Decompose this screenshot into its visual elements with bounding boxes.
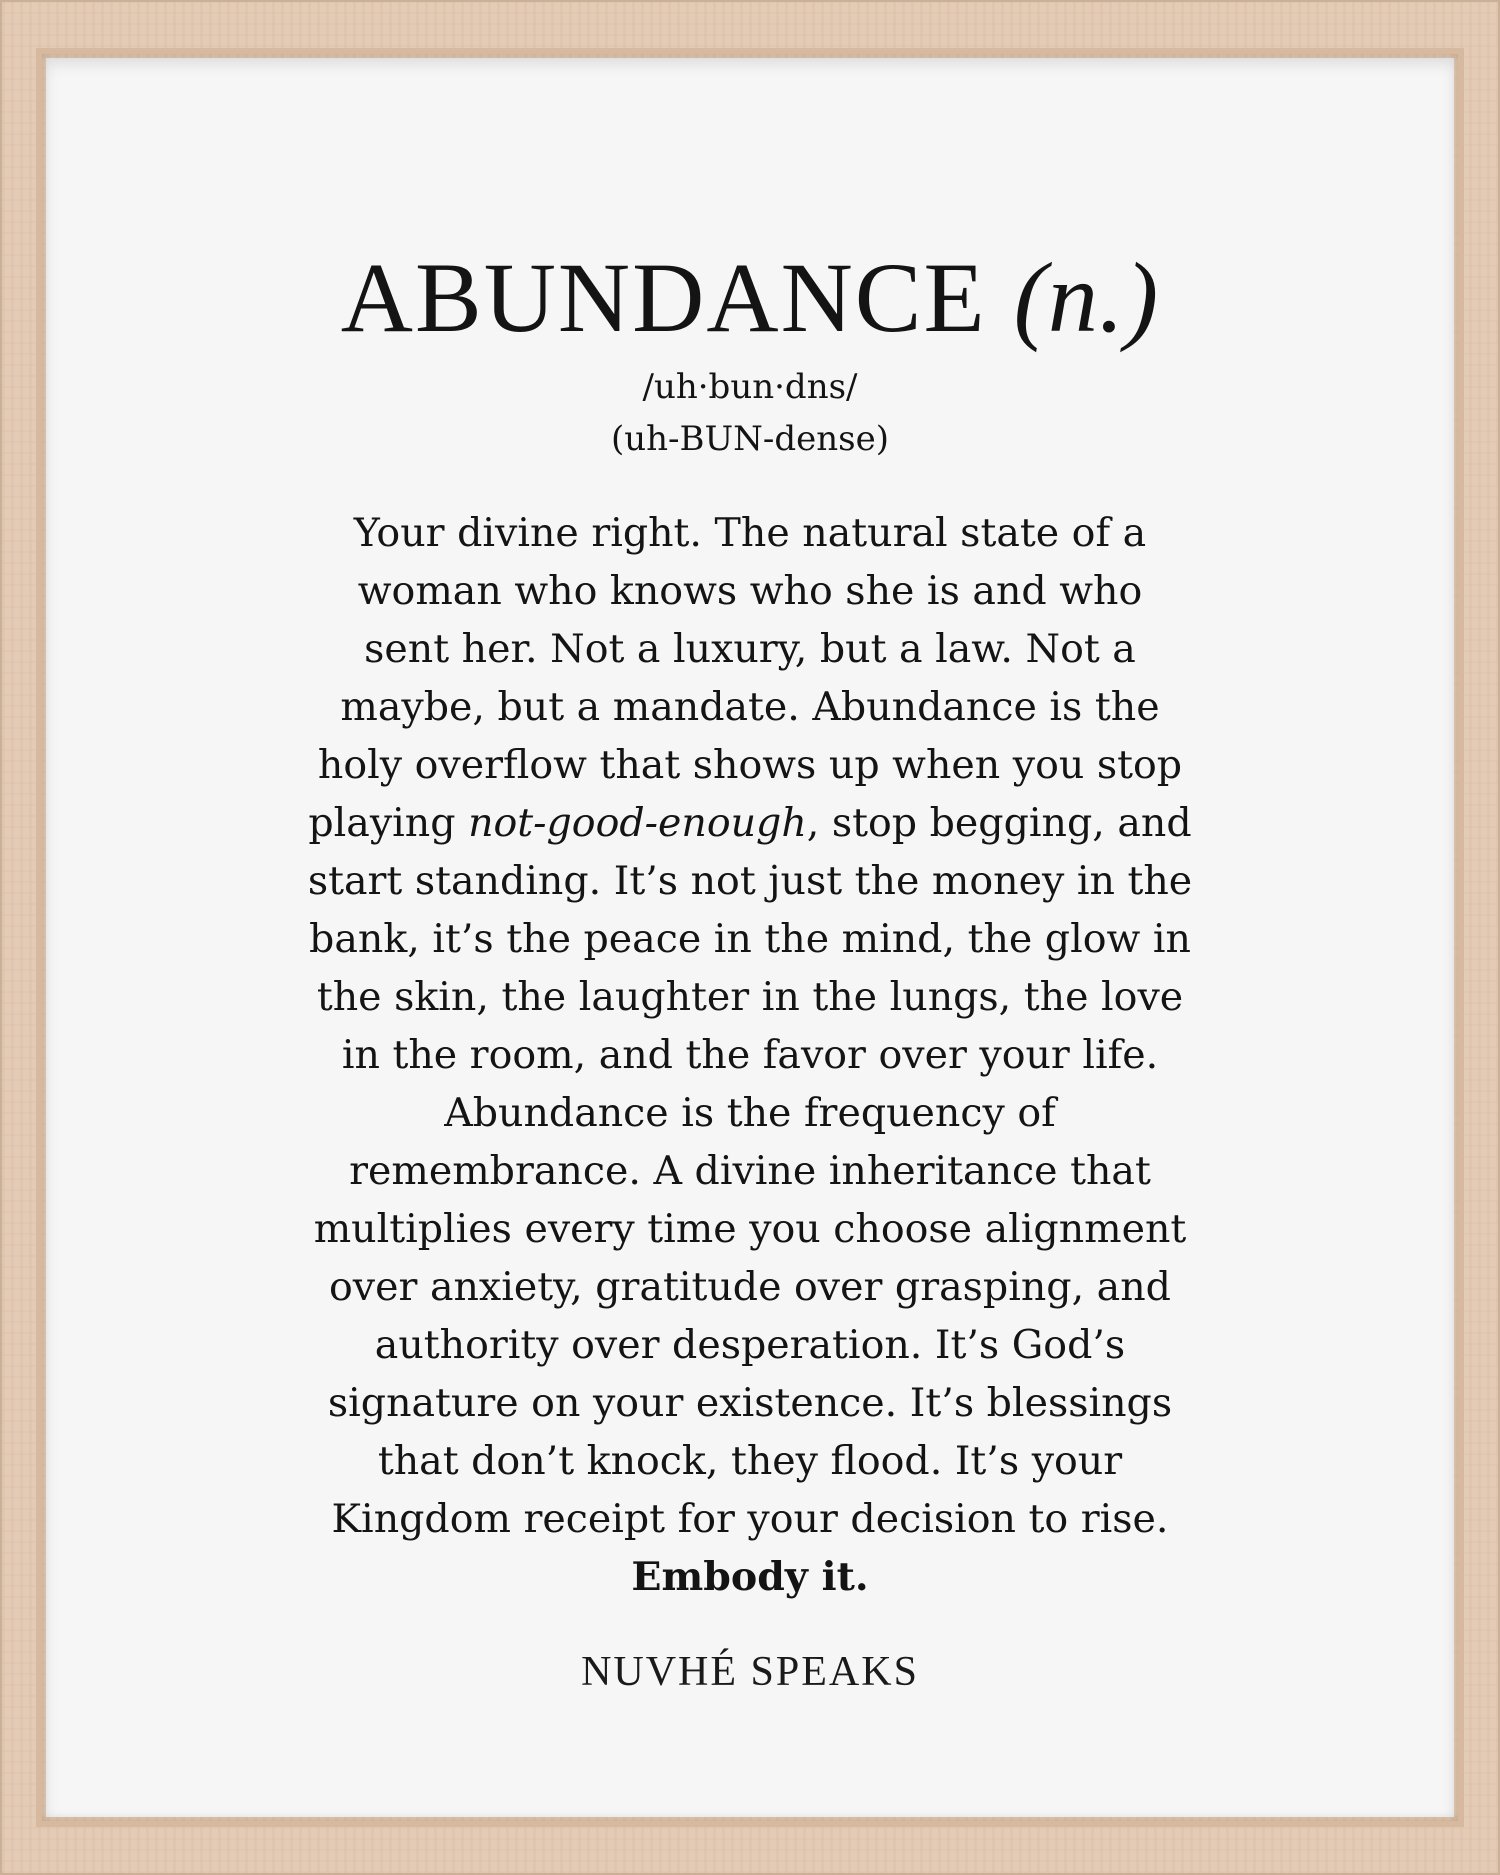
definition-text xyxy=(246,504,1254,1606)
definition-line: sent her. Not a luxury, but a law. Not a xyxy=(364,626,1136,672)
definition-segment: , stop begging, and xyxy=(806,800,1192,846)
definition-line: holy overflow that shows up when you stop xyxy=(317,742,1183,788)
pronunciation-phonetic: /uh·bun·dns/ xyxy=(642,367,858,407)
definition-line: multiplies every time you choose alignment xyxy=(313,1206,1187,1252)
definition-line: start standing. It’s not just the money in the xyxy=(307,858,1193,904)
closing-statement: Embody it. xyxy=(631,1554,869,1600)
closing-line xyxy=(246,1548,1254,1606)
part-of-speech: (n.) xyxy=(1013,242,1160,353)
title-word: ABUNDANCE xyxy=(340,242,987,353)
definition-line: over anxiety, gratitude over grasping, and xyxy=(329,1264,1171,1310)
definition-line: Abundance is the frequency of xyxy=(444,1090,1056,1136)
definition-line: woman who knows who she is and who xyxy=(357,568,1143,614)
definition-line: that don’t knock, they flood. It’s your xyxy=(377,1438,1123,1484)
definition-line: bank, it’s the peace in the mind, the glow in xyxy=(309,916,1191,962)
definition-line: the skin, the laughter in the lungs, the love xyxy=(316,974,1184,1020)
poster-paper xyxy=(46,58,1454,1817)
poster-title xyxy=(46,238,1454,358)
definition-italic-phrase: not-good-enough xyxy=(468,800,807,846)
definition-segment: playing xyxy=(308,800,469,846)
author-signature: NUVHÉ SPEAKS xyxy=(581,1649,919,1695)
definition-line: Kingdom receipt for your decision to rise. xyxy=(331,1496,1169,1542)
definition-line: Your divine right. The natural state of a xyxy=(353,510,1147,556)
definition-line: maybe, but a mandate. Abundance is the xyxy=(340,684,1160,730)
definition-line: in the room, and the favor over your life. xyxy=(341,1032,1159,1078)
definition-line: authority over desperation. It’s God’s xyxy=(374,1322,1126,1368)
definition-line: remembrance. A divine inheritance that xyxy=(349,1148,1151,1194)
definition-line: signature on your existence. It’s blessings xyxy=(327,1380,1173,1426)
definition-line-emphasis xyxy=(246,794,1254,852)
pronunciation-respelled: (uh-BUN-dense) xyxy=(610,419,890,459)
